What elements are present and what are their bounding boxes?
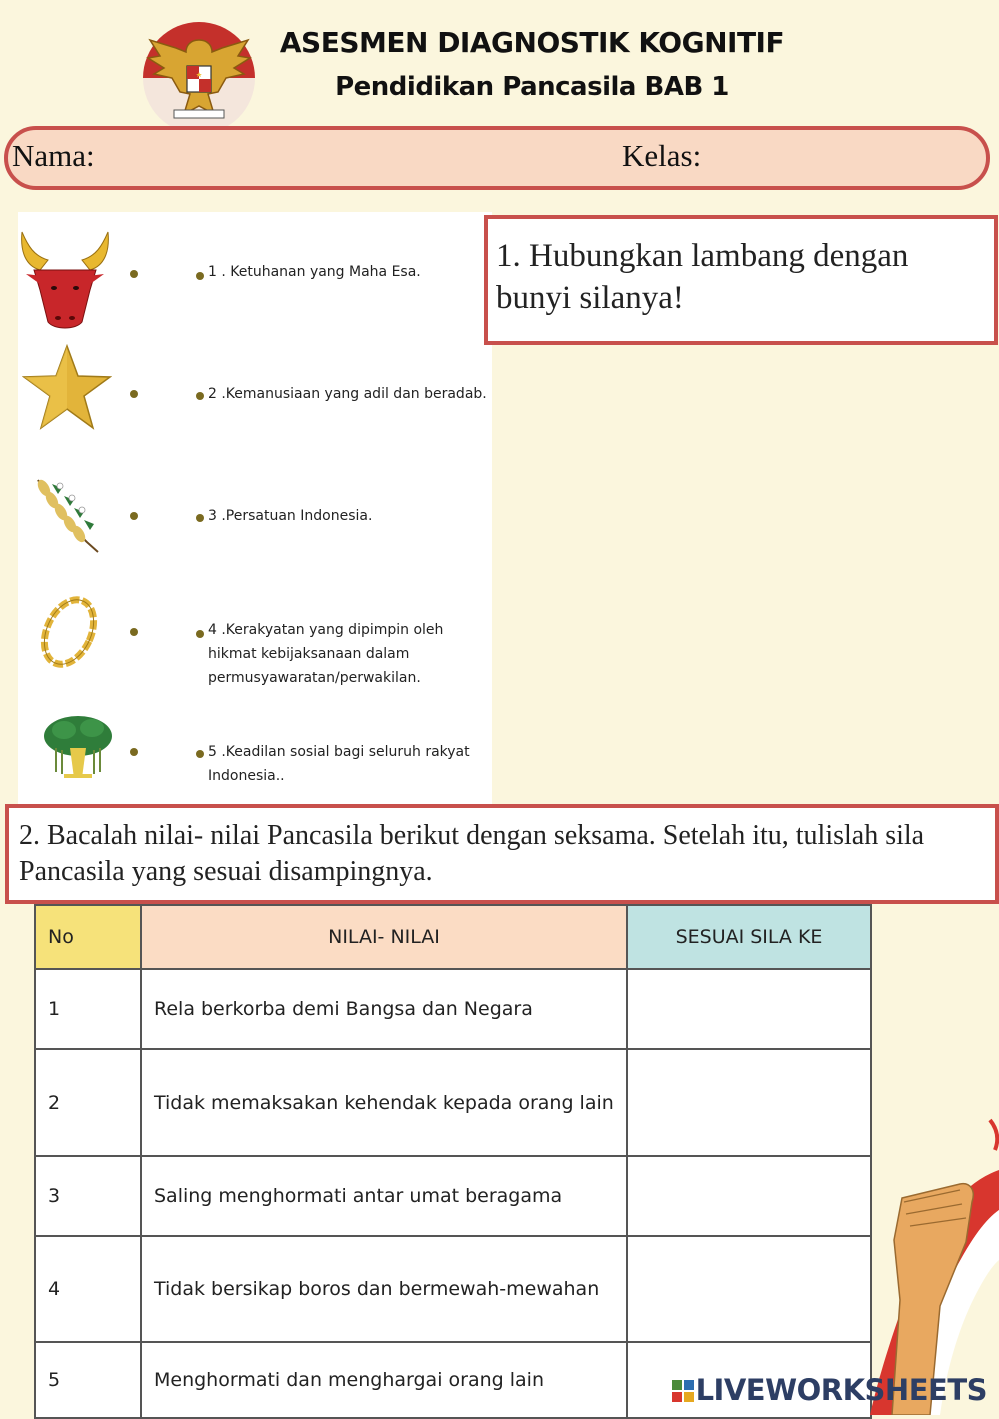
values-table — [34, 904, 872, 1419]
garuda-pancasila-icon — [140, 22, 258, 126]
sila-dot-5[interactable] — [196, 750, 204, 758]
symbol-dot-3[interactable] — [130, 512, 138, 520]
banyan-tree-icon — [42, 714, 114, 780]
rice-cotton-icon — [32, 474, 102, 556]
table-row — [35, 1156, 871, 1236]
liveworksheets-watermark — [672, 1373, 987, 1407]
star-icon — [22, 344, 112, 432]
page-title: ASESMEN DIAGNOSTIK KOGNITIF — [279, 26, 785, 59]
sila-item-1: 1 . Ketuhanan yang Maha Esa. — [208, 264, 421, 280]
row-nilai: Rela berkorba demi Bangsa dan Negara — [141, 969, 627, 1049]
raised-fist-flag-icon — [820, 1110, 999, 1415]
matching-panel — [18, 212, 492, 804]
symbol-dot-4[interactable] — [130, 628, 138, 636]
row-nilai: Menghormati dan menghargai orang lain — [141, 1342, 627, 1418]
row-no: 5 — [35, 1342, 141, 1418]
row-no: 4 — [35, 1236, 141, 1342]
sila-item-2: 2 .Kemanusiaan yang adil dan beradab. — [208, 386, 487, 402]
sila-dot-1[interactable] — [196, 272, 204, 280]
row-nilai: Tidak bersikap boros dan bermewah-mewahan — [141, 1236, 627, 1342]
row-no: 3 — [35, 1156, 141, 1236]
sila-dot-2[interactable] — [196, 392, 204, 400]
row-nilai: Saling menghormati antar umat beragama — [141, 1156, 627, 1236]
header-sila: SESUAI SILA KE — [627, 905, 871, 969]
sila-dot-3[interactable] — [196, 514, 204, 522]
row-nilai: Tidak memaksakan kehendak kepada orang lain — [141, 1049, 627, 1156]
bull-head-icon — [18, 226, 112, 334]
sila-dot-4[interactable] — [196, 630, 204, 638]
chain-icon — [36, 592, 102, 672]
liveworksheets-logo-icon — [672, 1380, 694, 1402]
table-row — [35, 1236, 871, 1342]
table-header-row — [35, 905, 871, 969]
symbol-dot-5[interactable] — [130, 748, 138, 756]
class-label: Kelas: — [622, 138, 702, 173]
row-sila-answer[interactable] — [627, 969, 871, 1049]
symbol-dot-1[interactable] — [130, 270, 138, 278]
watermark-text: LIVEWORKSHEETS — [695, 1373, 987, 1407]
name-class-bar — [4, 126, 990, 190]
sila-item-3: 3 .Persatuan Indonesia. — [208, 508, 373, 524]
symbol-dot-2[interactable] — [130, 390, 138, 398]
question-1-box: 1. Hubungkan lambang dengan bunyi silanya! — [484, 215, 998, 345]
row-no: 1 — [35, 969, 141, 1049]
header-nilai: NILAI- NILAI — [141, 905, 627, 969]
sila-item-5: 5 .Keadilan sosial bagi seluruh rakyat Indonesia.. — [208, 744, 470, 784]
question-2-box: 2. Bacalah nilai- nilai Pancasila berikut dengan seksama. Setelah itu, tulislah sila Pancasila yang sesuai disampingnya. — [5, 804, 999, 904]
page-subtitle: Pendidikan Pancasila BAB 1 — [335, 72, 729, 102]
sila-item-4: 4 .Kerakyatan yang dipimpin oleh hikmat kebijaksanaan dalam permusyawaratan/perwakilan. — [208, 622, 444, 686]
row-no: 2 — [35, 1049, 141, 1156]
table-row — [35, 1049, 871, 1156]
table-row — [35, 969, 871, 1049]
header-no: No — [35, 905, 141, 969]
name-label: Nama: — [12, 138, 95, 173]
